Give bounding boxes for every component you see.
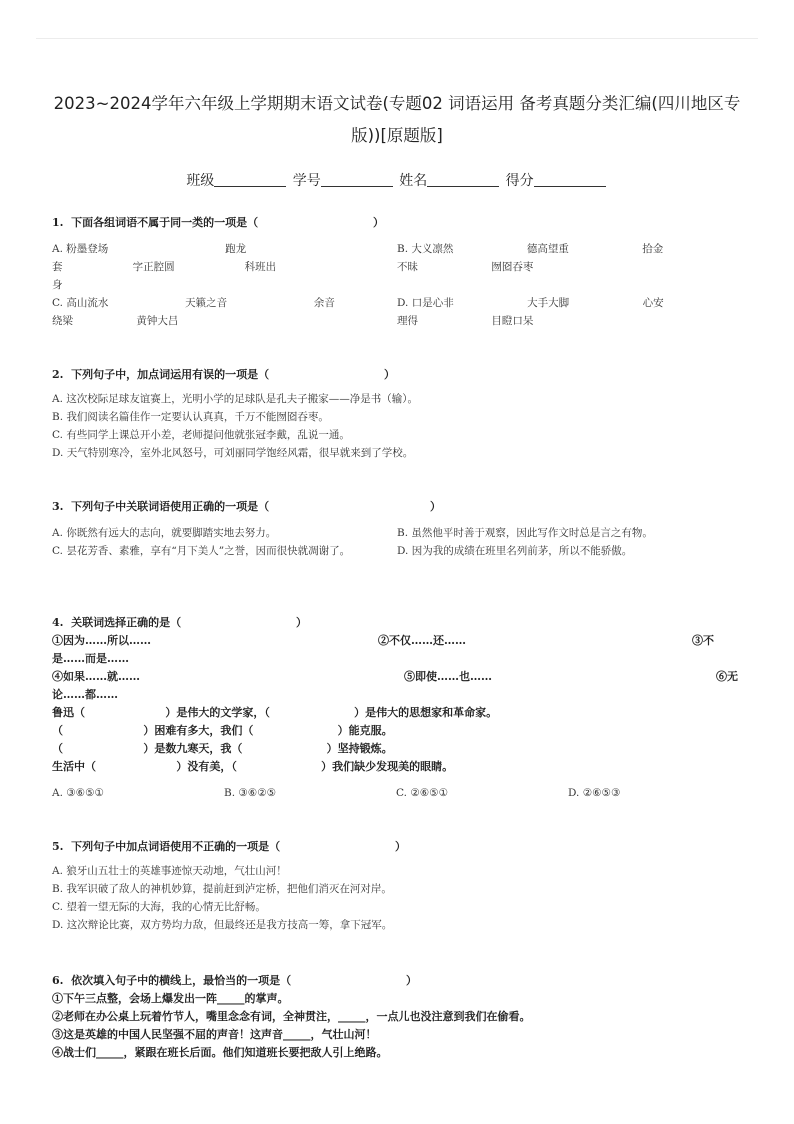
option-b-line-1: B. 大义凛然 德高望重 拾金	[397, 243, 664, 255]
question-2	[52, 366, 732, 462]
choice-3-start: ③不	[692, 634, 714, 647]
question-6	[52, 972, 732, 1062]
option-a[interactable]: A. 你既然有远大的志向，就要脚踏实地去努力。	[52, 527, 277, 539]
question-3	[52, 498, 732, 560]
title-line-2: 版))[原题版]	[351, 126, 443, 145]
title-line-1: 2023~2024学年六年级上学期期末语文试卷(专题02 词语运用 备考真题分类汇编(四川地区专	[53, 94, 741, 113]
option-c[interactable]: C. 望着一望无际的大海，我的心情无比舒畅。	[52, 901, 266, 913]
option-d[interactable]: D. 天气特别寒冷，室外北风怒号，可刘丽同学饱经风霜，很早就来到了学校。	[52, 447, 414, 459]
question-3-stem: 3. 下列句子中关联词语使用正确的一项是（ ）	[52, 500, 441, 513]
question-6-stem: 6. 依次填入句子中的横线上，最恰当的一项是（ ）	[52, 974, 418, 987]
question-3-options	[52, 524, 732, 560]
option-d[interactable]: D. 因为我的成绩在班里名列前茅，所以不能骄傲。	[397, 545, 633, 557]
option-a-line-3: 身	[52, 279, 63, 291]
choice-3-end: 是……而是……	[52, 652, 129, 665]
sentence-4: ④战士们_____，紧跟在班长后面。他们知道班长要把敌人引上绝路。	[52, 1046, 388, 1059]
name-label: 姓名	[399, 173, 428, 189]
choice-2: ②不仅……还……	[378, 634, 466, 647]
option-a[interactable]	[52, 240, 397, 294]
question-4-choices-row-1	[52, 632, 732, 650]
option-b[interactable]: B. 虽然他平时善于观察，因此写作文时总是言之有物。	[397, 527, 653, 539]
option-d[interactable]	[397, 294, 742, 330]
option-a[interactable]: A. 狼牙山五壮士的英雄事迹惊天动地，气壮山河！	[52, 865, 287, 877]
score-label: 得分	[505, 173, 534, 189]
question-4	[52, 614, 738, 802]
option-c[interactable]: C. 昙花芳香、素雅，享有“月下美人”之誉，因而很快就凋谢了。	[52, 545, 351, 557]
option-c[interactable]	[52, 294, 397, 330]
option-b[interactable]: B. ③⑥②⑤	[224, 787, 277, 799]
option-c[interactable]: C. 有些同学上课总开小差，老师提问他就张冠李戴，乱说一通。	[52, 429, 350, 441]
name-blank[interactable]	[427, 172, 499, 187]
question-4-choices-row-3	[52, 668, 738, 686]
question-1	[52, 214, 732, 330]
sentence-3: ③这是英雄的中国人民坚强不屈的声音！这声音_____，气壮山河！	[52, 1028, 377, 1041]
question-5-stem: 5. 下列句子中加点词语使用不正确的一项是（ ）	[52, 840, 407, 853]
option-c-line-2: 绕梁 黄钟大吕	[52, 315, 179, 327]
question-5	[52, 838, 732, 934]
id-label: 学号	[292, 173, 321, 189]
option-d-line-2: 理得 目瞪口呆	[397, 315, 534, 327]
question-2-stem: 2. 下列句子中，加点词运用有误的一项是（ ）	[52, 368, 396, 381]
option-b[interactable]: B. 我们阅读名篇佳作一定要认认真真，千万不能囫囵吞枣。	[52, 411, 329, 423]
question-1-stem: 1. 下面各组词语不属于同一类的一项是（ ）	[52, 216, 385, 229]
question-4-options	[52, 784, 732, 802]
option-b[interactable]: B. 我军识破了敌人的神机妙算，提前赶到泸定桥，把他们消灭在河对岸。	[52, 883, 392, 895]
class-blank[interactable]	[214, 172, 286, 187]
sentence-4: 生活中（ ）没有美，（ ）我们缺少发现美的眼睛。	[52, 760, 454, 773]
option-a[interactable]: A. 这次校际足球友谊赛上，光明小学的足球队是孔夫子搬家——净是书（输）。	[52, 393, 419, 405]
sentence-2: （ ）困难有多大，我们（ ）能克服。	[52, 724, 393, 737]
question-4-choices-row-2	[52, 650, 732, 668]
choice-1: ①因为……所以……	[52, 634, 151, 647]
top-divider	[36, 38, 758, 39]
option-d[interactable]: D. ②⑥⑤③	[568, 787, 621, 799]
student-info-row	[0, 170, 794, 190]
question-4-choices-row-4	[52, 686, 732, 704]
score-blank[interactable]	[534, 172, 606, 187]
option-d-line-1: D. 口是心非 大手大脚 心安	[397, 297, 664, 309]
choice-5: ⑤即使……也……	[404, 670, 492, 683]
choice-6-start: ⑥无	[716, 670, 738, 683]
question-4-stem: 4. 关联词选择正确的是（ ）	[52, 616, 308, 629]
option-a-line-1: A. 粉墨登场 跑龙	[52, 243, 247, 255]
class-label: 班级	[186, 173, 215, 189]
option-c[interactable]: C. ②⑥⑤①	[396, 787, 448, 799]
option-b-line-2: 不昧 囫囵吞枣	[397, 261, 534, 273]
sentence-1: 鲁迅（ ）是伟大的文学家，（ ）是伟大的思想家和革命家。	[52, 706, 498, 719]
option-a[interactable]: A. ③⑥⑤①	[52, 787, 104, 799]
option-c-line-1: C. 高山流水 天籁之音 余音	[52, 297, 335, 309]
id-blank[interactable]	[321, 172, 393, 187]
choice-6-end: 论……都……	[52, 688, 118, 701]
question-1-options	[52, 240, 732, 330]
sentence-2: ②老师在办公桌上玩着竹节人，嘴里念念有词，全神贯注，_____，一点儿也没注意到我们在偷看。	[52, 1010, 531, 1023]
option-d[interactable]: D. 这次辩论比赛，双方势均力敌，但最终还是我方技高一筹，拿下冠军。	[52, 919, 393, 931]
option-a-line-2: 套 字正腔圆 科班出	[52, 261, 277, 273]
option-b[interactable]	[397, 240, 742, 294]
sentence-3: （ ）是数九寒天，我（ ）坚持锻炼。	[52, 742, 393, 755]
sentence-1: ①下午三点整，会场上爆发出一阵_____的掌声。	[52, 992, 289, 1005]
page-title	[40, 88, 754, 152]
choice-4: ④如果……就……	[52, 670, 140, 683]
